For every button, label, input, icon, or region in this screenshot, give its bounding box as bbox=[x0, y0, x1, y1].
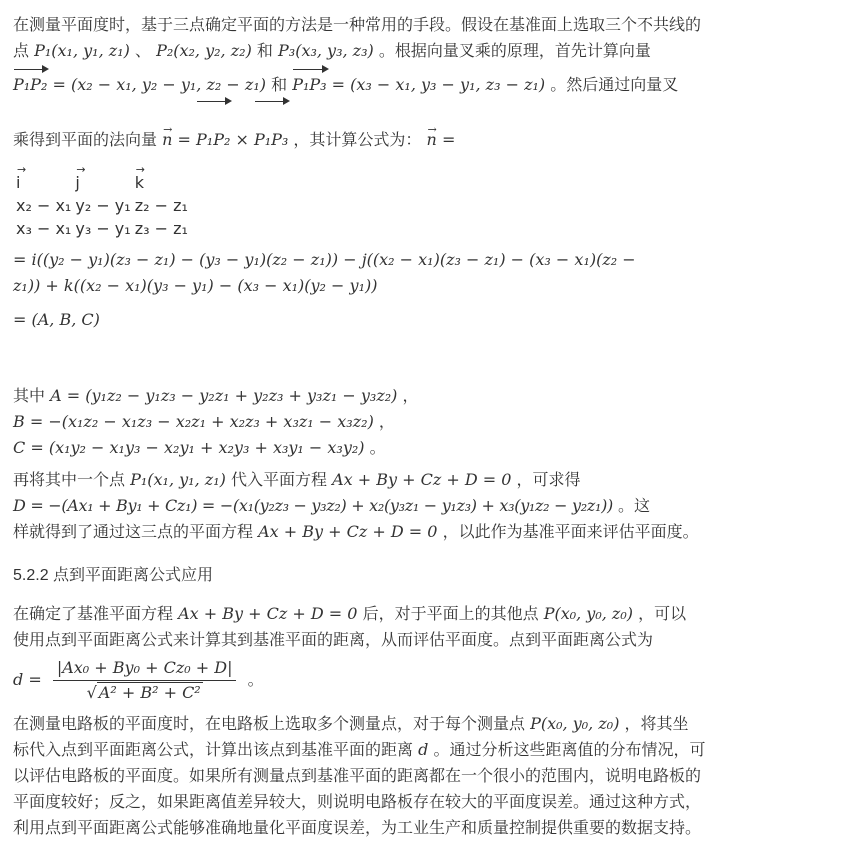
matrix-cell: x₂ − x₁ bbox=[16, 196, 72, 215]
coefficient-c-formula: C = (x₁y₂ − x₁y₃ − x₂y₁ + x₂y₃ + x₃y₁ − x₃y₂) bbox=[13, 438, 365, 457]
document-body bbox=[13, 12, 823, 841]
coefficient-b-formula: B = −(x₁z₂ − x₁z₃ − x₂z₁ + x₂z₃ + x₃z₁ − x₃z₂) bbox=[13, 412, 374, 431]
point-p: P(x₀, y₀, z₀) bbox=[543, 604, 634, 623]
matrix-cell: → j bbox=[74, 172, 131, 193]
formula-p1p2: = (x₂ − x₁, y₂ − y₁, z₂ − z₁) bbox=[52, 75, 266, 94]
matrix-cell: z₃ − z₁ bbox=[134, 219, 188, 238]
point-p1: P₁(x₁, y₁, z₁) bbox=[34, 41, 130, 60]
text-span: 在测量电路板的平面度时，在电路板上选取多个测量点，对于每个测量点 bbox=[13, 714, 526, 733]
text-line bbox=[13, 38, 823, 64]
text-span: 标代入点到平面距离公式，计算出该点到基准平面的距离 bbox=[13, 740, 414, 759]
text-line bbox=[13, 66, 823, 98]
text-span: 再将其中一个点 bbox=[13, 470, 126, 489]
text-span: ，可求得 bbox=[516, 470, 581, 489]
point-p: P(x₀, y₀, z₀) bbox=[530, 714, 620, 733]
paragraph-plane-equation bbox=[13, 467, 823, 545]
text-span: ，可以 bbox=[638, 604, 687, 623]
matrix-cell: y₃ − y₁ bbox=[75, 219, 131, 238]
text-span: 乘得到平面的法向量 bbox=[13, 130, 158, 149]
equals-sign: = bbox=[177, 130, 191, 149]
text-line: 利用点到平面距离公式能够准确地量化平面度误差，为工业生产和质量控制提供重要的数据支持。 bbox=[13, 818, 702, 837]
section-heading bbox=[13, 563, 823, 589]
text-span: ， bbox=[378, 412, 395, 431]
vector-p1p2: P₁P₂ bbox=[13, 66, 47, 98]
text-span: 。 bbox=[369, 438, 386, 457]
text-line bbox=[13, 737, 823, 763]
text-line bbox=[13, 601, 823, 627]
text-span: 后，对于平面上的其他点 bbox=[362, 604, 539, 623]
point-p3: P₃(x₃, y₃, z₃) bbox=[278, 41, 374, 60]
normal-vector-n: → n bbox=[427, 104, 437, 176]
text-span: ， bbox=[402, 386, 419, 405]
text-span: 和 bbox=[256, 41, 273, 60]
text-line: 在测量平面度时，基于三点确定平面的方法是一种常用的手段。假设在基准面上选取三个不共线的 bbox=[13, 15, 702, 34]
text-span: ，将其坐 bbox=[624, 714, 689, 733]
text-line: 以评估电路板的平面度。如果所有测量点到基准平面的距离都在一个很小的范围内，说明电路板的 bbox=[13, 766, 702, 785]
expansion-line: z₁)) + k((x₂ − x₁)(y₃ − y₁) − (x₃ − x₁)(y₂ − y₁)) bbox=[13, 276, 378, 295]
text-line bbox=[13, 435, 823, 461]
fraction-numerator: |Ax₀ + By₀ + Cz₀ + D| bbox=[53, 658, 237, 681]
text-line bbox=[13, 409, 823, 435]
text-span: 。然后通过向量叉 bbox=[550, 75, 679, 94]
normal-vector-n: → n bbox=[162, 104, 172, 176]
plane-equation: Ax + By + Cz + D = 0 bbox=[178, 604, 358, 623]
text-span: 样就得到了通过这三点的平面方程 bbox=[13, 522, 254, 541]
text-line bbox=[13, 711, 823, 737]
distance-d: d bbox=[418, 740, 429, 759]
distance-lhs: d = bbox=[13, 670, 42, 689]
paragraph-distance-formula bbox=[13, 601, 823, 707]
equals-sign: = bbox=[441, 130, 456, 149]
matrix-cell: x₃ − x₁ bbox=[16, 219, 72, 238]
fraction-denominator: √ A² + B² + C² bbox=[86, 683, 201, 702]
text-span: 其中 bbox=[13, 386, 46, 405]
text-line: 使用点到平面距离公式来计算其到基准平面的距离，从而评估平面度。点到平面距离公式为 bbox=[13, 630, 654, 649]
distance-fraction bbox=[53, 658, 237, 703]
text-line bbox=[13, 493, 823, 519]
vector-p1p3: P₁P₃ bbox=[254, 98, 288, 176]
text-span: 代入平面方程 bbox=[230, 470, 327, 489]
matrix-cell: y₂ − y₁ bbox=[75, 196, 131, 215]
matrix-cell: → k bbox=[134, 172, 189, 193]
text-span: 。通过分析这些距离值的分布情况，可 bbox=[433, 740, 706, 759]
text-span: 。 bbox=[247, 670, 264, 689]
vector-p1p3: P₁P₃ bbox=[292, 66, 326, 98]
d-formula: D = −(Ax₁ + By₁ + Cz₁) = −(x₁(y₂z₃ − y₃z₂) + x₂(y₃z₁ − y₁z₃) + x₃(y₁z₂ − y₂z₁)) bbox=[13, 496, 613, 515]
point-p2: P₂(x₂, y₂, z₂) bbox=[156, 41, 252, 60]
text-span: 。根据向量叉乘的原理，首先计算向量 bbox=[378, 41, 651, 60]
expansion-result: = (A, B, C) bbox=[13, 310, 100, 329]
expansion-line: = i((y₂ − y₁)(z₃ − z₁) − (y₃ − y₁)(z₂ − z₁)) − j((x₂ − x₁)(z₃ − z₁) − (x₃ − x₁)(z₂ − bbox=[13, 250, 636, 269]
text-span: 。这 bbox=[618, 496, 651, 515]
text-line bbox=[13, 467, 823, 493]
text-line bbox=[13, 519, 823, 545]
distance-formula bbox=[13, 653, 823, 707]
coefficients-block bbox=[13, 383, 823, 461]
text-span: 和 bbox=[271, 75, 288, 94]
text-line bbox=[13, 98, 823, 170]
matrix-cell: z₂ − z₁ bbox=[134, 196, 188, 215]
plane-equation: Ax + By + Cz + D = 0 bbox=[258, 522, 438, 541]
matrix-cell: → i bbox=[15, 172, 72, 193]
determinant-expansion bbox=[13, 247, 823, 333]
section-title: 5.2.2 点到平面距离公式应用 bbox=[13, 567, 214, 584]
text-span: 、 bbox=[134, 41, 151, 60]
paragraph-three-point-method bbox=[13, 12, 823, 170]
cross-sign: × bbox=[235, 130, 249, 149]
text-span: 点 bbox=[13, 41, 30, 60]
point-p1: P₁(x₁, y₁, z₁) bbox=[130, 470, 226, 489]
formula-p1p3: = (x₃ − x₁, y₃ − y₁, z₃ − z₁) bbox=[331, 75, 546, 94]
text-line: 平面度较好；反之，如果距离值差异较大，则说明电路板存在较大的平面度误差。通过这种方式， bbox=[13, 792, 702, 811]
coefficient-a-formula: A = (y₁z₂ − y₁z₃ − y₂z₁ + y₂z₃ + y₃z₁ − y₃z₂) bbox=[50, 386, 398, 405]
vector-p1p2: P₁P₂ bbox=[196, 98, 230, 176]
text-span: ，以此作为基准平面来评估平面度。 bbox=[442, 522, 699, 541]
plane-equation: Ax + By + Cz + D = 0 bbox=[332, 470, 512, 489]
text-line bbox=[13, 383, 823, 409]
text-span: 在确定了基准平面方程 bbox=[13, 604, 174, 623]
text-span: ，其计算公式为： bbox=[293, 130, 422, 149]
